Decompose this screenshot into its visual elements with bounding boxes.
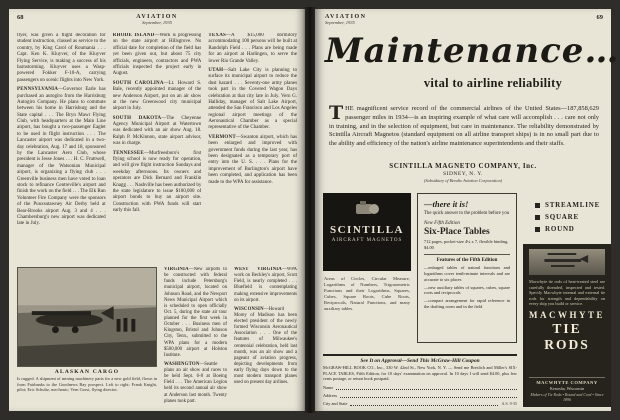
state-lead: WEST VIRGINIA xyxy=(234,267,282,272)
ad-headline: Maintenance… xyxy=(325,31,620,71)
company-name: SCINTILLA MAGNETO COMPANY, Inc. xyxy=(389,162,537,170)
state-lead: SOUTH CAROLINA xyxy=(112,80,164,86)
news-columns-top xyxy=(17,33,297,263)
rod-type-label: STREAMLINE xyxy=(545,201,601,209)
ad-body-text: HE magnificent service record of the commercial airlines of the United States—187,858,629 passenger miles in 1934—is an inspiring example of what care will accomplish . . . care not only in training, and in the selection of equipment, but care in maintenance. The reliability demonstrated by Scintilla Aircraft Magnetos (standard equipment on all airline transport ships) is in no small part due to the ability and efficiency of the nation's airline maintenance superintendents and their staffs. xyxy=(329,105,599,147)
fill-in-line xyxy=(336,385,517,390)
news-item xyxy=(113,151,202,215)
news-text: —Salt Lake City is planning to surface its municipal airport to reduce the dust hazard . . . Seventy-one army planes took part in the Covered Wagon Days celebration at that city late in July. Vern G. Halliday, manager of Salt Lake Airport, attended the San Francisco and Los Angeles regional airport meetings of the Aeronautical Chamber as a special representative of the Chamber. xyxy=(208,67,297,131)
feature-item: —new auxiliary tables of squares, cubes, square roots and reciprocals xyxy=(424,284,510,296)
coupon-field xyxy=(323,393,517,398)
square-bullet-icon xyxy=(535,203,540,208)
ad-body xyxy=(329,102,599,148)
photo-caption-title: ALASKAN CARGO xyxy=(54,369,120,375)
tables-edition: New Fifth Edition xyxy=(424,220,460,226)
coupon-code: A.S. 9-35 xyxy=(501,401,517,406)
state-lead: VIRGINIA xyxy=(164,267,189,272)
photo-block xyxy=(17,267,157,405)
tables-pointer: —there it is! xyxy=(424,199,469,209)
coupon-field-label: Name xyxy=(323,385,334,390)
news-item xyxy=(17,87,106,228)
news-text: —Seattle plans an air show and races to be held Sept. 6-8 at Boeing Field . . . The American Legion held its second annual air show at Anderson last month. Twenty planes took part. xyxy=(164,361,227,404)
coupon-field xyxy=(323,401,517,406)
scintilla-brand: SCINTILLA xyxy=(329,224,405,236)
news-item xyxy=(113,116,202,148)
masthead-issue: September, 1935 xyxy=(142,19,172,25)
left-page-bottom xyxy=(17,267,297,405)
coupon-body: McGRAW-HILL BOOK CO., Inc., 330 W. 42nd St., New York, N. Y. — Send me Breslich and Miller's SIX-PLACE TABLES, Fifth Edition, for 10 days' examination on approval. In 10 days I will send $4.00, plus few cents postage, or return book postpaid. xyxy=(323,365,517,382)
state-lead: SOUTH DAKOTA xyxy=(112,115,162,121)
coupon-heading: See It on Approval—Send This McGraw-Hill Coupon xyxy=(360,358,480,365)
news-item xyxy=(113,33,202,78)
news-item xyxy=(17,33,106,84)
news-text: —Swanton airport, which has been enlarged and improved with government funds during the last year, has been designated as a temporary port of entry into the U. S. . . . Plans for the improvement of Burlington's airport have been completed, and application has been made to the WPA for assistance. xyxy=(208,134,297,185)
right-page-number: 69 xyxy=(596,14,603,21)
cargo-plane-illustration xyxy=(18,268,156,366)
state-lead: WISCONSIN xyxy=(234,306,264,312)
news-column-4 xyxy=(164,267,227,405)
coupon-field xyxy=(323,385,517,390)
state-lead: PENNSYLVANIA xyxy=(17,87,59,93)
rod-type-item xyxy=(535,225,611,233)
news-item xyxy=(164,362,227,405)
feature-item: —enlarged tables of natural functions and logarithms cover tenth-minute intervals and are accurate to six places xyxy=(424,265,510,282)
news-item xyxy=(208,68,297,132)
news-column-1 xyxy=(17,33,106,263)
news-item xyxy=(234,307,297,387)
rod-type-item xyxy=(535,201,611,209)
rod-type-list xyxy=(523,193,611,239)
news-text: —Lt. Howard S. Bale, recently appointed manager of the new Anderson Airport, put on an air show at the new Greenwood city municipal airport in July. xyxy=(112,80,202,112)
news-text: —The Cheyenne Agency Municipal Airport at Watertown was dedicated with an air show Aug. 18. Ralph P. McKinnon, state airport advisor, was in charge. xyxy=(112,115,202,147)
scintilla-ad xyxy=(323,193,411,271)
news-column-3 xyxy=(208,33,297,263)
news-column-5 xyxy=(234,267,297,405)
masthead-issue: September, 1935 xyxy=(325,19,355,25)
square-bullet-icon xyxy=(535,215,540,220)
state-lead: WASHINGTON xyxy=(164,361,200,367)
company-note: (Subsidiary of Bendix Aviation Corporation) xyxy=(423,177,503,183)
feature-item: —compact arrangement for rapid reference in the drafting room and in the field xyxy=(424,298,510,309)
masthead-title: AVIATION xyxy=(325,14,367,20)
dropcap: T xyxy=(329,102,344,125)
masthead-title: AVIATION xyxy=(136,14,178,20)
right-page-header xyxy=(323,14,603,26)
fill-in-line xyxy=(350,401,497,406)
state-lead: VERMONT xyxy=(208,134,236,140)
square-bullet-icon xyxy=(535,227,540,232)
mcgraw-hill-coupon xyxy=(323,354,517,406)
state-lead: RHODE ISLAND xyxy=(112,33,155,38)
photo-caption xyxy=(17,369,157,393)
news-text: flyer, was given a flight decoration for student instruction, classed as service to the country, by King Carol of Roumania . . . Capt. Ken K. Kluyver, of the Kluyver Flying Service, is making a success of his barnstorming. Kluyver uses a Wasp-powered Fokker F-10-A, carrying passengers on scenic flights into New York. xyxy=(17,33,106,83)
news-text: —Governor Earle has purchased an autogiro from the Harrisburg Autogiro Company. He plans to commute between his home in Harrisburg and the State capital . . . The Bryn Mawr Flying Club, with headquarters at the Main Line airport, has bought a two-passenger Eaglet to be used in flight instruction . . . The Lancaster airport was dedicated in a two-day celebration, Aug. 17 and 18, sponsored by the Lancaster Aero Club, whose president is Jesse Jones . . . H. C. Fruttwell, manager of the Watsonian Municipal airport, is organizing a flying club . . . Greenville business men have voted to loan stock to refinance Centreville's airport and finish the work on the field . . . The Elk Run Volunteer Fire Company were the sponsors of the Punxsutawney Air Derby held at Bear-Brooks airport Aug. 3 and 4 . . . Chambersburg's new airport was dedicated late in July. xyxy=(17,87,106,227)
left-page-number: 68 xyxy=(17,14,24,21)
tables-specs: 712 pages, pocket-size 4¼ x 7, flexible binding, $4.00 xyxy=(424,238,509,250)
scintilla-product: AIRCRAFT MAGNETOS xyxy=(331,238,403,243)
news-column-2 xyxy=(113,33,202,263)
news-text: —New airports to be constructed with federal funds include Petersburg's municipal airport, located on Johnson Road, and the Newport News Municipal Airport which is scheduled to open officially Oct. 5, during the state air tour planned for the first week in October . . . Business men of Kingston, Bristol and Johnson City, Tenn., submitted to the WPA plans for a modern $500,000 airport at Holston Institute. xyxy=(164,267,227,358)
coupon-field-label: Address xyxy=(323,393,338,398)
news-text: —WPA work on Beckley's airport, Scott Field, is nearly completed . . . Bluefield is contemplating making extensive improvements on its airport. xyxy=(234,267,297,303)
news-item xyxy=(208,135,297,186)
news-text: —Work is progressing on the state airport at Hillsgrove. No official date for completion of the field has yet been given out, but about 75 city officials, engineers, contractors and PWA officials inspected the project early in August. xyxy=(112,33,202,77)
macwhyte-body: Macwhyte tie rods of heat-treated steel are carefully threaded, inspected and tested. Specify Macwhyte internal and external tie rods for strength and dependability on every ship you build or service. xyxy=(529,279,605,307)
news-item xyxy=(164,267,227,359)
macwhyte-ad xyxy=(523,244,611,407)
features-heading: Features of the Fifth Edition xyxy=(436,258,498,264)
macwhyte-note: Makers of Tie Rods • Round and Cord • Since 1896 xyxy=(530,391,604,402)
left-page-header xyxy=(17,14,297,26)
news-text: —A $15,000 dormitory accommodating 100 persons will be built at Randolph Field . . . Plans are being made for an airport at Harlingen, to serve the lower Rio Grande Valley. xyxy=(208,33,297,64)
left-masthead xyxy=(41,14,273,26)
tables-tagline: The quick answer to the problem before you xyxy=(424,211,510,216)
macwhyte-plane-photo xyxy=(529,249,605,275)
cargo-plane-photo xyxy=(17,267,157,367)
coupon-field-label: City and State xyxy=(323,401,348,406)
six-place-tables-ad xyxy=(417,193,517,343)
ad-subhead: vital to airline reliability xyxy=(423,76,563,90)
company-block xyxy=(325,162,601,183)
news-item xyxy=(113,81,202,113)
right-masthead xyxy=(323,14,579,26)
photo-caption-text: Is rugged. A shipment of mining machinery parts for a new gold field, flown in from Fairbanks to the Goodnews Bay prospect. Left to right: Frank Knight, pilot; Eric Schultz, mechanic; Vern Gorst, flying director. xyxy=(17,376,157,392)
tables-title: Six-Place Tables xyxy=(424,226,490,237)
state-lead: UTAH xyxy=(208,67,224,73)
rod-type-item xyxy=(535,213,611,221)
macwhyte-city: Kenosha, Wisconsin xyxy=(549,386,585,392)
macwhyte-brand: MACWHYTE xyxy=(529,309,605,320)
news-text: —Howard Morey of Madison has been elected president of the newly formed Wisconsin Aeronautical Association . . . One of the features of Milwaukee's centennial celebration, held last month, was an air show and a pageant of aviation progress, depicting developments from early flying days down to the most modern transport planes used on present day airlines. xyxy=(234,306,297,386)
news-text: —Murfreesboro's first flying school is now ready for operation, and will give flight instruction Sundays and weekday afternoons. Its owners and operators are Dick Bernard and Franklin Knagg . . . Nashville has been authorized by the state legislature to issue $100,000 of airport bonds to buy an airport site. Construction with PWA funds will start early this fall. xyxy=(112,150,202,214)
tables-contents: Areas of Circles, Circular Measure, Logarithms of Numbers, Trigonometric Functions and their Logarithms, Squares, Cubes, Square Roots, Cube Roots, Reciprocals, Natural Functions, and many auxiliary tables. xyxy=(324,276,410,311)
magneto-icon xyxy=(354,200,380,216)
state-lead: TENNESSEE xyxy=(112,150,144,156)
state-lead: TEXAS xyxy=(208,33,227,38)
macwhyte-company: MACWHYTE COMPANY xyxy=(536,380,598,386)
rod-type-label: SQUARE xyxy=(545,213,579,221)
biplane-icon xyxy=(529,249,605,275)
right-page xyxy=(315,9,620,411)
ads-right-column xyxy=(523,193,611,407)
left-page xyxy=(9,9,305,411)
company-city: SIDNEY, N. Y. xyxy=(443,170,483,177)
macwhyte-footer xyxy=(529,377,605,402)
divider xyxy=(424,254,510,255)
news-item xyxy=(208,33,297,65)
fill-in-line xyxy=(340,393,517,398)
news-item xyxy=(234,267,297,304)
macwhyte-product: TIE RODS xyxy=(544,320,590,352)
rod-type-label: ROUND xyxy=(545,225,575,233)
